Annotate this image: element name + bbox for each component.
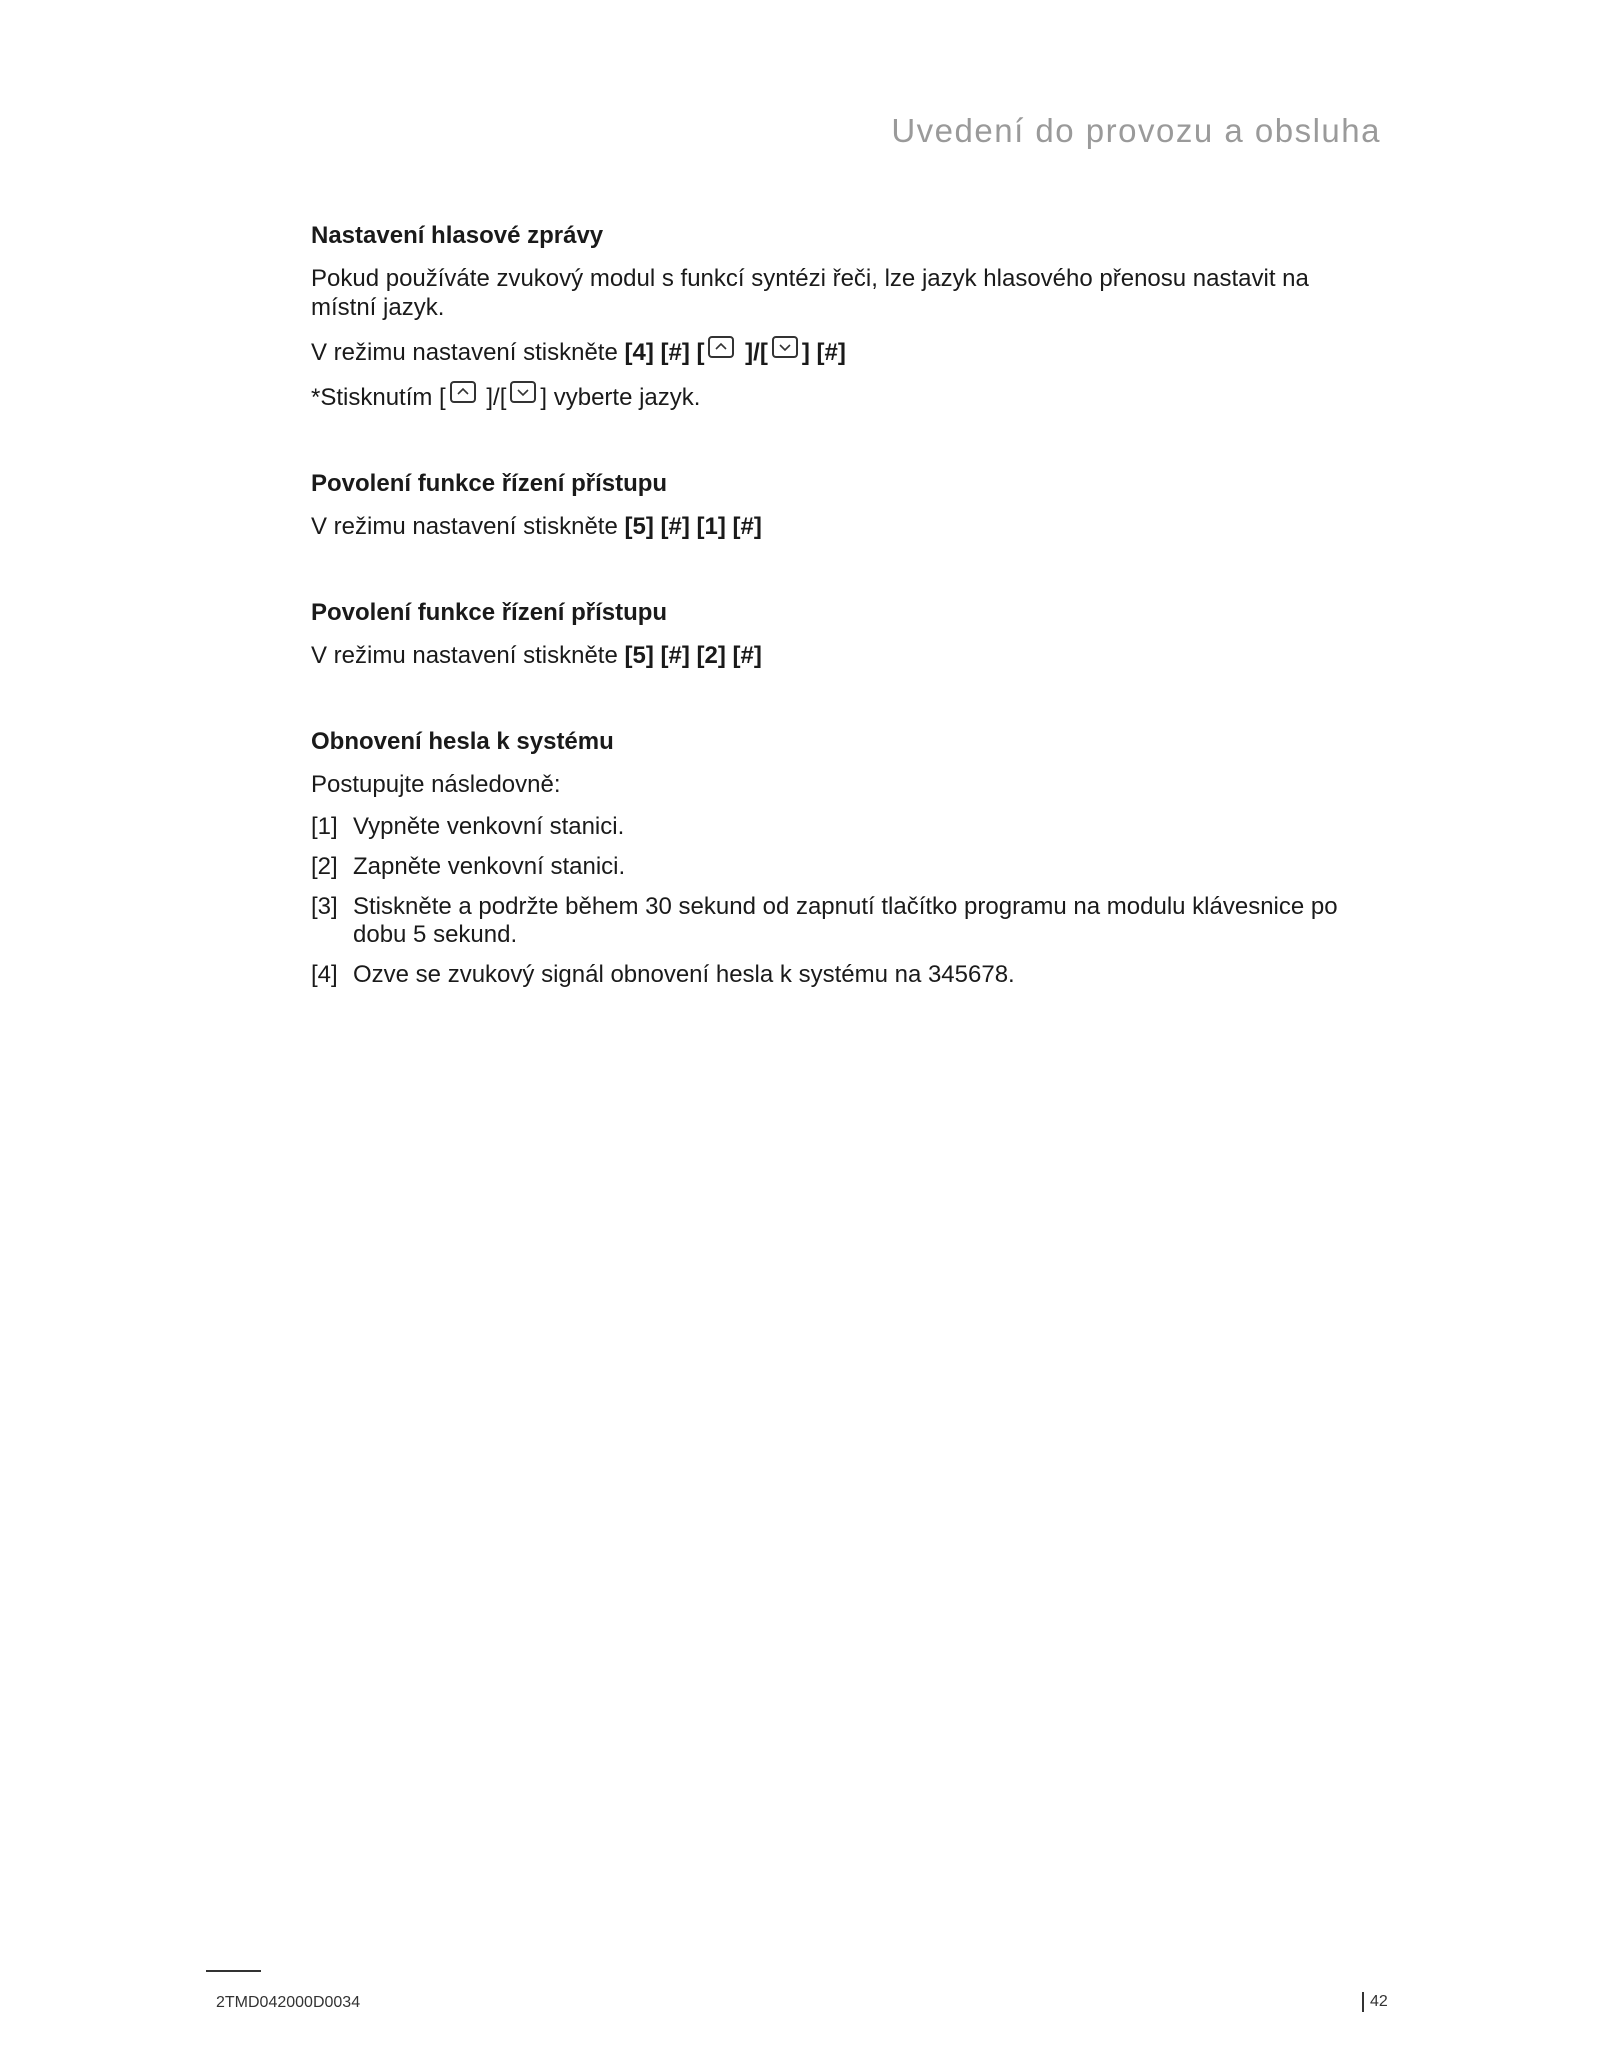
footer-doc-code: 2TMD042000D0034 [216, 1994, 361, 2011]
step-text: Zapněte venkovní stanici. [353, 853, 626, 880]
instruction-line [311, 381, 1361, 412]
steps-list [311, 813, 1361, 989]
list-item [311, 813, 1361, 841]
key-sequence: [5] [#] [1] [#] [624, 513, 762, 540]
key-separator: ]/[ [738, 339, 768, 366]
instruction-line [311, 336, 1361, 367]
step-number: [1] [311, 813, 338, 840]
page-header-title: Uvedení do provozu a obsluha [891, 112, 1381, 149]
chevron-down-key-icon [772, 336, 798, 358]
footer-page-number: 42 [1362, 1992, 1388, 2012]
step-text: Vypněte venkovní stanici. [353, 813, 625, 840]
chevron-up-key-icon [450, 381, 476, 403]
section-intro: Postupujte následovně: [311, 771, 561, 798]
instruction-prefix: V režimu nastavení stiskněte [311, 642, 625, 669]
list-item [311, 853, 1361, 881]
instruction-prefix: V režimu nastavení stiskněte [311, 339, 625, 366]
instruction-suffix: ] vyberte jazyk. [540, 384, 701, 411]
section-heading: Povolení funkce řízení přístupu [311, 470, 668, 497]
key-sequence-end: ] [#] [801, 339, 846, 366]
step-number: [3] [311, 893, 338, 920]
chevron-up-key-icon [708, 336, 734, 358]
instruction-line [311, 512, 1361, 541]
instruction-prefix: *Stisknutím [ [311, 384, 446, 411]
section-password-reset [311, 728, 1361, 989]
section-heading: Obnovení hesla k systému [311, 728, 614, 755]
section-heading: Povolení funkce řízení přístupu [311, 599, 668, 626]
section-access-control-2 [311, 599, 1361, 670]
key-sequence: [5] [#] [2] [#] [624, 642, 762, 669]
step-text: Ozve se zvukový signál obnovení hesla k systému na 345678. [353, 961, 1015, 988]
section-access-control-1 [311, 470, 1361, 541]
page-content [311, 222, 1361, 1047]
chevron-down-key-icon [510, 381, 536, 403]
section-description: Pokud používáte zvukový modul s funkcí syntézi řeči, lze jazyk hlasového přenosu nastavit na místní jazyk. [311, 265, 1309, 321]
section-heading: Nastavení hlasové zprávy [311, 222, 604, 249]
section-voice-message [311, 222, 1361, 412]
list-item [311, 961, 1361, 989]
key-sequence: [4] [#] [ [624, 339, 705, 366]
instruction-line [311, 641, 1361, 670]
step-number: [2] [311, 853, 338, 880]
list-item [311, 893, 1361, 949]
key-separator: ]/[ [479, 384, 507, 411]
step-number: [4] [311, 961, 338, 988]
step-text: Stiskněte a podržte během 30 sekund od zapnutí tlačítko programu na modulu klávesnice po dobu 5 sekund. [353, 893, 1338, 948]
footer-divider [206, 1970, 261, 1972]
instruction-prefix: V režimu nastavení stiskněte [311, 513, 625, 540]
